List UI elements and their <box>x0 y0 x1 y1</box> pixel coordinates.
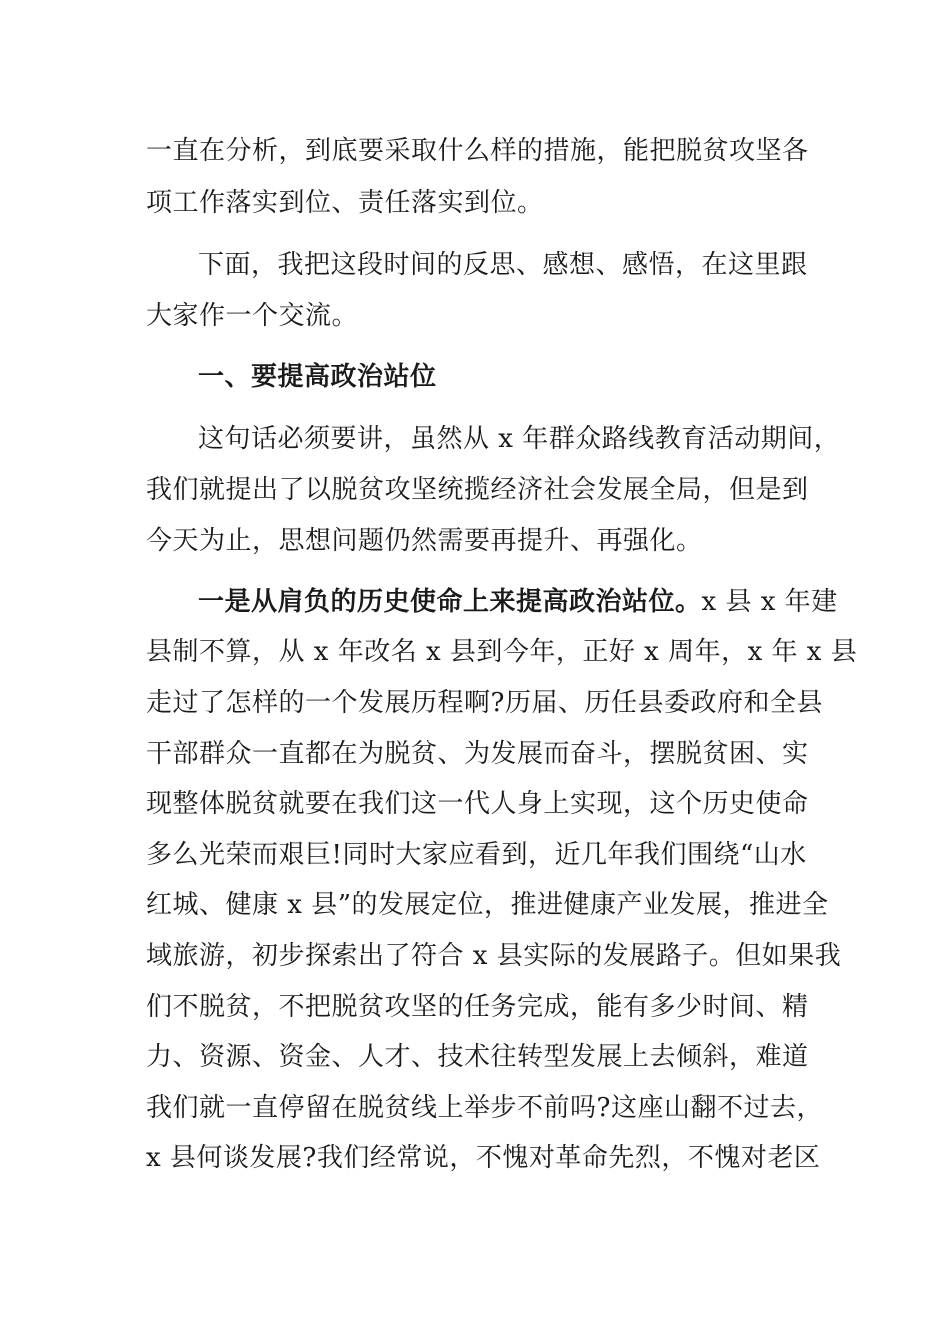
text-line: 县制不算，从 x 年改名 x 县到今年，正好 x 周年，x 年 x 县 <box>146 637 858 667</box>
text-line: x 县何谈发展?我们经常说，不愧对革命先烈，不愧对老区 <box>146 1143 821 1173</box>
text-line: 域旅游，初步探索出了符合 x 县实际的发展路子。但如果我 <box>146 941 842 971</box>
text-line: 干部群众一直都在为脱贫、为发展而奋斗，摆脱贫困、实 <box>146 739 809 769</box>
text-line: 这句话必须要讲，虽然从 x 年群众路线教育活动期间， <box>198 424 841 454</box>
text-line: 项工作落实到位、责任落实到位。 <box>146 188 544 218</box>
text-line: 大家作一个交流。 <box>146 301 359 331</box>
bold-lead-sentence: 一是从肩负的历史使命上来提高政治站位。 <box>198 587 702 617</box>
text-line: 现整体脱贫就要在我们这一代人身上实现，这个历史使命 <box>146 789 809 819</box>
text-line: 我们就一直停留在脱贫线上举步不前吗?这座山翻不过去， <box>146 1093 823 1123</box>
text-line: 多么光荣而艰巨!同时大家应看到，近几年我们围绕“山水 <box>146 840 807 870</box>
text-line: 我们就提出了以脱贫攻坚统揽经济社会发展全局，但是到 <box>146 475 809 505</box>
text-line: 下面，我把这段时间的反思、感想、感悟，在这里跟 <box>198 250 808 280</box>
text-line <box>198 587 838 617</box>
text-line: 力、资源、资金、人才、技术往转型发展上去倾斜，难道 <box>146 1042 809 1072</box>
text-line: 今天为止，思想问题仍然需要再提升、再强化。 <box>146 526 703 556</box>
text-line: 走过了怎样的一个发展历程啊?历届、历任县委政府和全县 <box>146 688 823 718</box>
text-line: 红城、健康 x 县”的发展定位，推进健康产业发展，推进全 <box>146 890 829 920</box>
text-line: 们不脱贫，不把脱贫攻坚的任务完成，能有多少时间、精 <box>146 992 809 1022</box>
section-heading: 一、要提高政治站位 <box>198 362 437 392</box>
text-line: 一直在分析，到底要采取什么样的措施，能把脱贫攻坚各 <box>146 136 809 166</box>
text-span: x 县 x 年建 <box>701 587 838 617</box>
